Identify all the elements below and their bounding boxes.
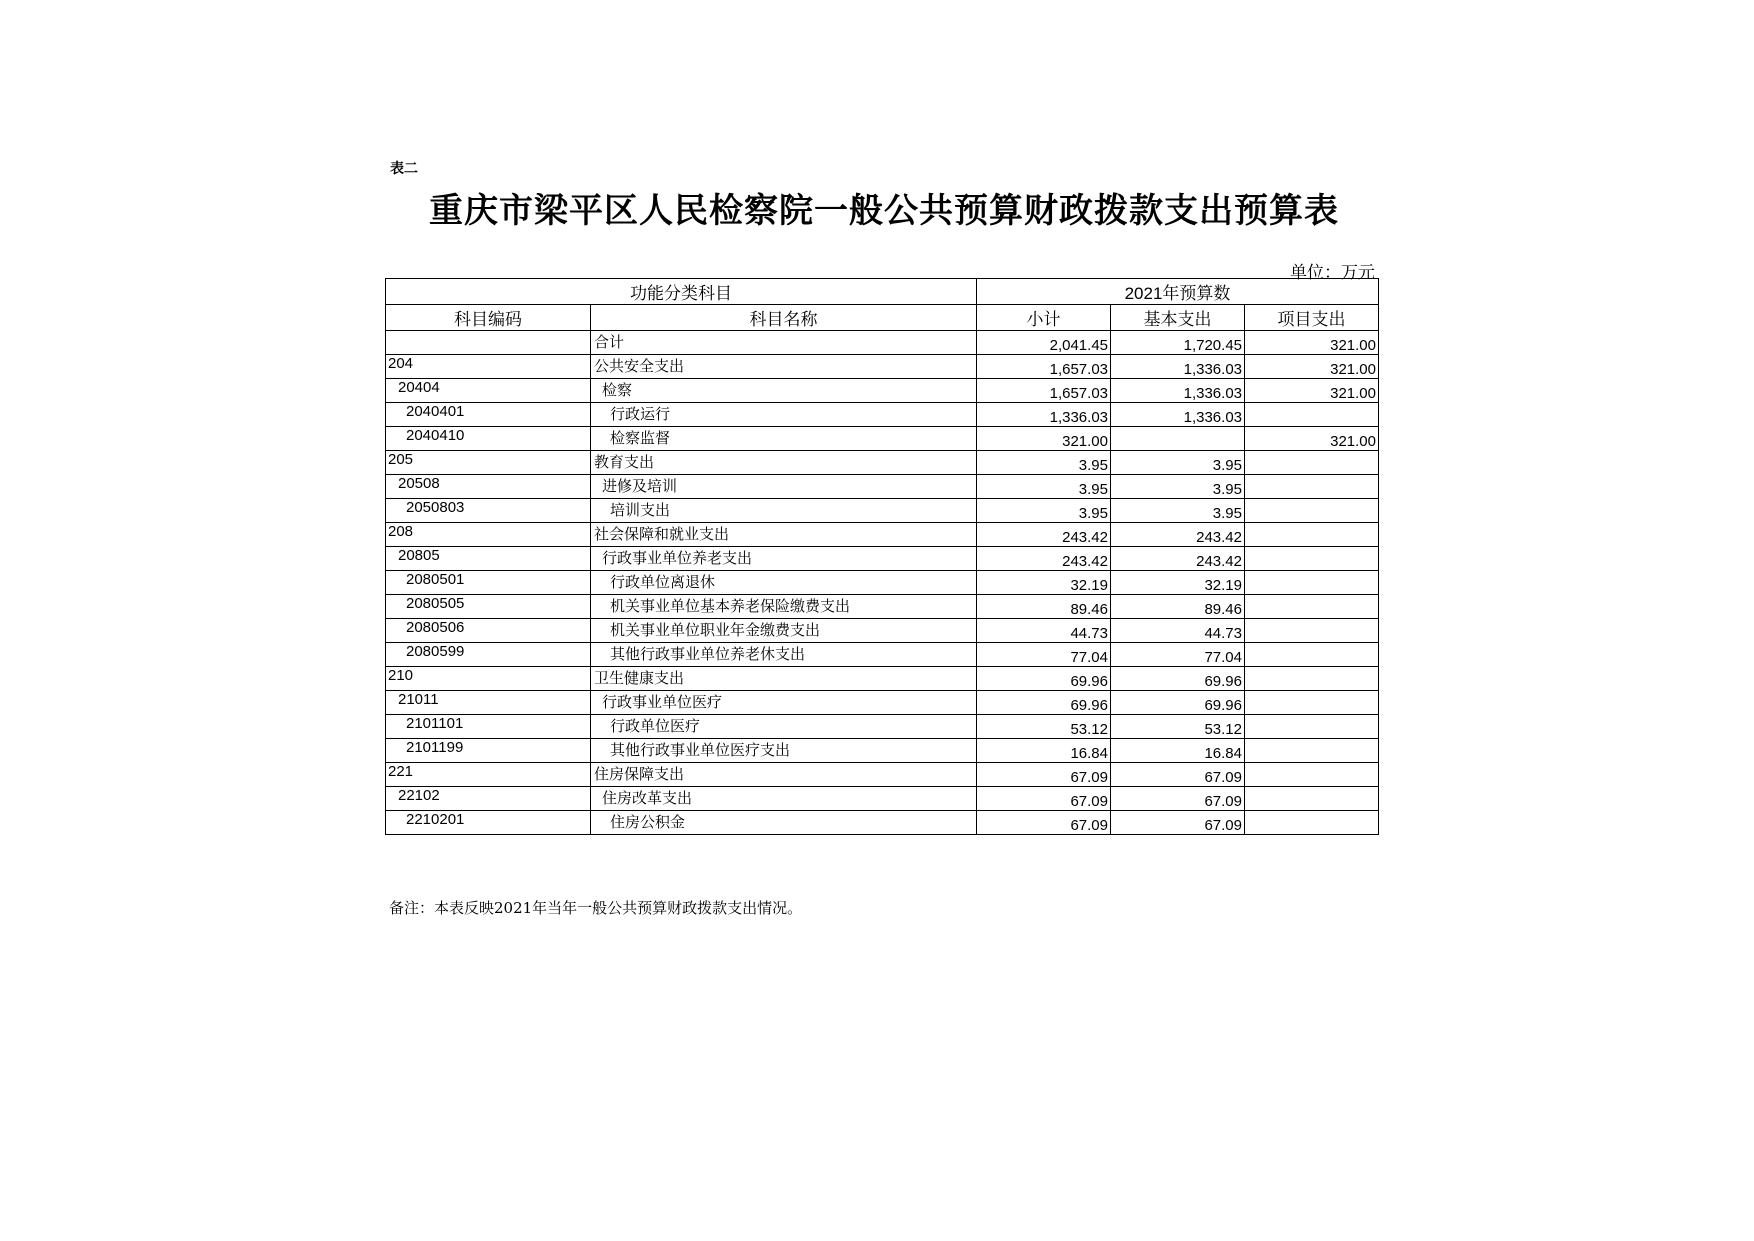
project-column-header: 项目支出	[1245, 305, 1379, 331]
table-row	[386, 451, 1379, 475]
row-basic-cell: 44.73	[1111, 619, 1245, 643]
row-name-cell: 行政运行	[591, 403, 977, 427]
row-subtotal-cell: 3.95	[977, 451, 1111, 475]
row-project-cell	[1245, 499, 1379, 523]
row-code-cell: 20805	[386, 547, 591, 571]
row-subtotal-cell: 3.95	[977, 499, 1111, 523]
row-basic-cell	[1111, 427, 1245, 451]
table-row	[386, 715, 1379, 739]
table-row	[386, 595, 1379, 619]
row-code-cell: 20404	[386, 379, 591, 403]
row-basic-cell: 1,336.03	[1111, 355, 1245, 379]
row-code-cell: 2040410	[386, 427, 591, 451]
group-header-row	[386, 279, 1379, 305]
row-code-cell: 22102	[386, 787, 591, 811]
row-code-cell: 2050803	[386, 499, 591, 523]
row-basic-cell: 243.42	[1111, 547, 1245, 571]
row-basic-cell: 89.46	[1111, 595, 1245, 619]
name-column-header: 科目名称	[591, 305, 977, 331]
row-subtotal-cell: 67.09	[977, 787, 1111, 811]
row-code-cell: 2210201	[386, 811, 591, 835]
row-basic-cell: 1,336.03	[1111, 379, 1245, 403]
row-name-cell: 检察监督	[591, 427, 977, 451]
row-project-cell	[1245, 667, 1379, 691]
row-subtotal-cell: 67.09	[977, 763, 1111, 787]
row-name-cell: 合计	[591, 331, 977, 355]
basic-column-header: 基本支出	[1111, 305, 1245, 331]
row-code-cell: 204	[386, 355, 591, 379]
row-subtotal-cell: 1,657.03	[977, 355, 1111, 379]
row-basic-cell: 77.04	[1111, 643, 1245, 667]
row-subtotal-cell: 77.04	[977, 643, 1111, 667]
row-name-cell: 其他行政事业单位养老休支出	[591, 643, 977, 667]
row-name-cell: 行政事业单位医疗	[591, 691, 977, 715]
row-project-cell	[1245, 715, 1379, 739]
row-basic-cell: 1,336.03	[1111, 403, 1245, 427]
row-code-cell: 2080599	[386, 643, 591, 667]
row-subtotal-cell: 89.46	[977, 595, 1111, 619]
row-name-cell: 行政单位医疗	[591, 715, 977, 739]
row-basic-cell: 67.09	[1111, 811, 1245, 835]
row-project-cell: 321.00	[1245, 331, 1379, 355]
table-row	[386, 691, 1379, 715]
row-basic-cell: 3.95	[1111, 451, 1245, 475]
row-basic-cell: 243.42	[1111, 523, 1245, 547]
row-code-cell	[386, 331, 591, 355]
table-row	[386, 763, 1379, 787]
row-name-cell: 社会保障和就业支出	[591, 523, 977, 547]
table-row	[386, 787, 1379, 811]
table-body	[386, 331, 1379, 835]
row-name-cell: 进修及培训	[591, 475, 977, 499]
row-subtotal-cell: 67.09	[977, 811, 1111, 835]
row-subtotal-cell: 1,657.03	[977, 379, 1111, 403]
row-basic-cell: 32.19	[1111, 571, 1245, 595]
table-row	[386, 523, 1379, 547]
row-subtotal-cell: 32.19	[977, 571, 1111, 595]
row-name-cell: 其他行政事业单位医疗支出	[591, 739, 977, 763]
table-row	[386, 475, 1379, 499]
row-code-cell: 2101199	[386, 739, 591, 763]
row-basic-cell: 69.96	[1111, 691, 1245, 715]
row-project-cell	[1245, 811, 1379, 835]
row-code-cell: 2080501	[386, 571, 591, 595]
row-basic-cell: 53.12	[1111, 715, 1245, 739]
row-project-cell: 321.00	[1245, 355, 1379, 379]
row-code-cell: 205	[386, 451, 591, 475]
row-project-cell	[1245, 571, 1379, 595]
row-name-cell: 住房公积金	[591, 811, 977, 835]
row-name-cell: 行政单位离退休	[591, 571, 977, 595]
budget-table	[385, 278, 1379, 835]
table-row	[386, 331, 1379, 355]
row-code-cell: 2080506	[386, 619, 591, 643]
row-project-cell	[1245, 763, 1379, 787]
column-header-row	[386, 305, 1379, 331]
footnote: 备注：本表反映2021年当年一般公共预算财政拨款支出情况。	[389, 899, 803, 917]
row-subtotal-cell: 243.42	[977, 523, 1111, 547]
row-project-cell	[1245, 523, 1379, 547]
unit-label: 单位：万元	[1290, 263, 1375, 283]
row-code-cell: 2080505	[386, 595, 591, 619]
row-project-cell	[1245, 403, 1379, 427]
row-subtotal-cell: 1,336.03	[977, 403, 1111, 427]
row-basic-cell: 67.09	[1111, 763, 1245, 787]
row-name-cell: 教育支出	[591, 451, 977, 475]
row-project-cell	[1245, 595, 1379, 619]
table-row	[386, 571, 1379, 595]
row-subtotal-cell: 243.42	[977, 547, 1111, 571]
row-project-cell: 321.00	[1245, 427, 1379, 451]
row-code-cell: 2040401	[386, 403, 591, 427]
row-basic-cell: 16.84	[1111, 739, 1245, 763]
row-project-cell	[1245, 619, 1379, 643]
row-project-cell	[1245, 643, 1379, 667]
row-code-cell: 221	[386, 763, 591, 787]
subtotal-column-header: 小计	[977, 305, 1111, 331]
table-label: 表二	[390, 161, 418, 177]
row-project-cell	[1245, 739, 1379, 763]
row-subtotal-cell: 69.96	[977, 667, 1111, 691]
row-project-cell	[1245, 475, 1379, 499]
row-name-cell: 公共安全支出	[591, 355, 977, 379]
row-name-cell: 住房保障支出	[591, 763, 977, 787]
budget-group-header: 2021年预算数	[977, 279, 1379, 305]
row-project-cell	[1245, 787, 1379, 811]
table-row	[386, 355, 1379, 379]
row-name-cell: 检察	[591, 379, 977, 403]
row-subtotal-cell: 321.00	[977, 427, 1111, 451]
row-basic-cell: 1,720.45	[1111, 331, 1245, 355]
row-name-cell: 机关事业单位基本养老保险缴费支出	[591, 595, 977, 619]
code-column-header: 科目编码	[386, 305, 591, 331]
row-subtotal-cell: 53.12	[977, 715, 1111, 739]
table-row	[386, 427, 1379, 451]
category-group-header: 功能分类科目	[386, 279, 977, 305]
table-row	[386, 643, 1379, 667]
row-subtotal-cell: 3.95	[977, 475, 1111, 499]
page-title: 重庆市梁平区人民检察院一般公共预算财政拨款支出预算表	[429, 191, 1339, 231]
row-project-cell	[1245, 547, 1379, 571]
row-code-cell: 21011	[386, 691, 591, 715]
table-row	[386, 619, 1379, 643]
row-code-cell: 208	[386, 523, 591, 547]
table-row	[386, 811, 1379, 835]
row-subtotal-cell: 69.96	[977, 691, 1111, 715]
row-basic-cell: 3.95	[1111, 475, 1245, 499]
row-subtotal-cell: 2,041.45	[977, 331, 1111, 355]
table-row	[386, 379, 1379, 403]
row-name-cell: 住房改革支出	[591, 787, 977, 811]
row-code-cell: 2101101	[386, 715, 591, 739]
row-name-cell: 培训支出	[591, 499, 977, 523]
row-basic-cell: 67.09	[1111, 787, 1245, 811]
table-row	[386, 403, 1379, 427]
row-basic-cell: 69.96	[1111, 667, 1245, 691]
row-code-cell: 210	[386, 667, 591, 691]
row-code-cell: 20508	[386, 475, 591, 499]
row-subtotal-cell: 44.73	[977, 619, 1111, 643]
row-name-cell: 机关事业单位职业年金缴费支出	[591, 619, 977, 643]
row-project-cell	[1245, 451, 1379, 475]
row-name-cell: 行政事业单位养老支出	[591, 547, 977, 571]
row-name-cell: 卫生健康支出	[591, 667, 977, 691]
table-row	[386, 739, 1379, 763]
row-project-cell: 321.00	[1245, 379, 1379, 403]
row-basic-cell: 3.95	[1111, 499, 1245, 523]
row-subtotal-cell: 16.84	[977, 739, 1111, 763]
table-row	[386, 667, 1379, 691]
table-row	[386, 547, 1379, 571]
table-row	[386, 499, 1379, 523]
row-project-cell	[1245, 691, 1379, 715]
